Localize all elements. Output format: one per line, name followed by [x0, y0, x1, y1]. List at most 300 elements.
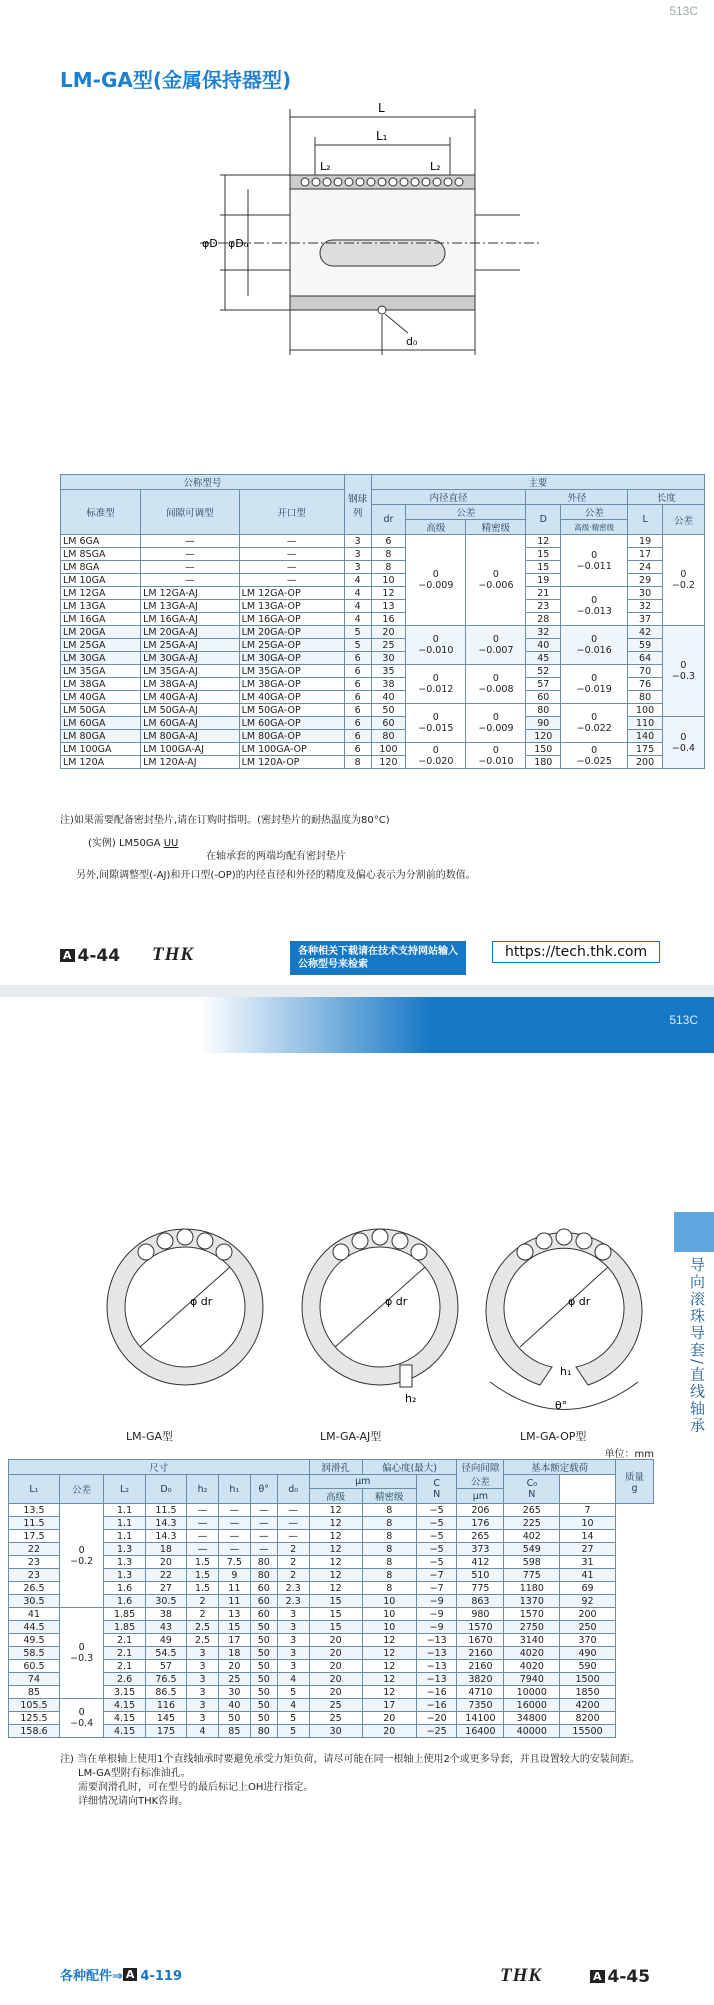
table-cell: 1.85 — [104, 1621, 145, 1634]
table-cell: 7940 — [504, 1673, 560, 1686]
spec-table-2 — [8, 1459, 654, 1738]
fig3-theta-label: θ° — [555, 1399, 568, 1412]
col-C: C N — [416, 1475, 457, 1504]
table-cell: — — [239, 535, 344, 548]
unit-label: 单位：mm — [604, 1449, 654, 1460]
table-cell: 6 — [344, 652, 371, 665]
table-cell: 85 — [218, 1725, 250, 1738]
table-cell: 37 — [628, 613, 663, 626]
table-cell: 0 −0.3 — [662, 626, 704, 717]
table-cell: −5 — [416, 1543, 457, 1556]
table-cell: 2.1 — [104, 1647, 145, 1660]
table-cell: 8 — [371, 561, 406, 574]
table-cell: LM 50GA-AJ — [141, 704, 240, 717]
table-cell: 20 — [309, 1673, 362, 1686]
table-cell: 110 — [628, 717, 663, 730]
table-cell: — — [141, 548, 240, 561]
table-cell: 20 — [309, 1647, 362, 1660]
table-cell: 0 −0.2 — [662, 535, 704, 626]
table-cell: 18 — [145, 1543, 186, 1556]
table-cell: 6 — [371, 535, 406, 548]
table-cell: 12 — [309, 1569, 362, 1582]
cross-section-figures — [90, 1197, 650, 1412]
table-cell: 6 — [344, 665, 371, 678]
table-cell: LM 50GA — [61, 704, 141, 717]
note-seal: 注)如果需要配备密封垫片,请在订购时指明。(密封垫片的耐热温度为80°C) — [60, 815, 390, 826]
fig2-dr-label: φ dr — [385, 1295, 408, 1308]
table-cell: 38 — [371, 678, 406, 691]
table-cell: LM 13GA-AJ — [141, 600, 240, 613]
table-cell: 3 — [277, 1660, 309, 1673]
col-rad: 径向间隙公差 — [457, 1460, 504, 1489]
table-cell: LM 100GA-OP — [239, 743, 344, 756]
table-cell: 21 — [526, 587, 561, 600]
table-cell: 598 — [504, 1556, 560, 1569]
table-cell: LM 80GA-AJ — [141, 730, 240, 743]
table-cell: 175 — [145, 1725, 186, 1738]
table-cell: 5 — [277, 1712, 309, 1725]
table-cell: 4 — [344, 574, 371, 587]
table-cell: LM 30GA — [61, 652, 141, 665]
page-code: 513C — [669, 4, 698, 18]
table-cell: LM 120A — [61, 756, 141, 769]
table-row — [61, 743, 705, 756]
table-cell: 60 — [250, 1608, 277, 1621]
table-cell: 20 — [309, 1634, 362, 1647]
table-cell: 0 −0.009 — [466, 704, 526, 743]
table-cell: 1570 — [504, 1608, 560, 1621]
table-cell: 86.5 — [145, 1686, 186, 1699]
table-cell: — — [187, 1517, 219, 1530]
label-d0: d₀ — [406, 335, 418, 348]
fig2-h2-label: h₂ — [405, 1392, 417, 1405]
table-cell: 50 — [250, 1660, 277, 1673]
table-cell: LM 25GA-OP — [239, 639, 344, 652]
table-cell: 3 — [187, 1673, 219, 1686]
table-cell: 50 — [250, 1699, 277, 1712]
table-cell: −13 — [416, 1660, 457, 1673]
table-cell: 1.85 — [104, 1608, 145, 1621]
footer-accessory-ref[interactable] — [60, 1965, 182, 1984]
table-cell: 3 — [187, 1699, 219, 1712]
table-cell: — — [250, 1504, 277, 1517]
table-cell: 1.1 — [104, 1504, 145, 1517]
col-dr: dr — [371, 505, 406, 535]
table-cell: LM 13GA-OP — [239, 600, 344, 613]
table-cell: 30 — [628, 587, 663, 600]
col-prec: 精密级 — [362, 1489, 416, 1504]
table-cell: 0 −0.019 — [561, 665, 628, 704]
table-cell: LM 13GA — [61, 600, 141, 613]
label-phiD0: φD₀ — [228, 237, 249, 250]
table-cell: — — [218, 1530, 250, 1543]
table-cell: 2 — [277, 1569, 309, 1582]
table-cell: −5 — [416, 1556, 457, 1569]
table-cell: 14100 — [457, 1712, 504, 1725]
table-cell: 25 — [309, 1699, 362, 1712]
table-cell: LM 30GA-AJ — [141, 652, 240, 665]
table-cell: 1.3 — [104, 1556, 145, 1569]
table-cell: 12 — [371, 587, 406, 600]
table-cell: 17 — [218, 1634, 250, 1647]
table-cell: 10 — [560, 1517, 616, 1530]
table-cell: LM 60GA — [61, 717, 141, 730]
table-cell: 50 — [250, 1673, 277, 1686]
table-cell: 4020 — [504, 1660, 560, 1673]
table-cell: — — [250, 1530, 277, 1543]
table-cell: 4 — [344, 587, 371, 600]
table-cell: — — [250, 1517, 277, 1530]
table-cell: −13 — [416, 1634, 457, 1647]
table-row — [9, 1621, 654, 1634]
table-cell: 80 — [371, 730, 406, 743]
spec-table-1 — [60, 474, 705, 769]
table-cell: 370 — [560, 1634, 616, 1647]
table-cell: 8200 — [560, 1712, 616, 1725]
table-row — [9, 1725, 654, 1738]
label-L2-right: L₂ — [430, 160, 441, 173]
table-row — [9, 1530, 654, 1543]
table-cell: — — [239, 574, 344, 587]
table-cell: 22 — [145, 1569, 186, 1582]
table-cell: 5 — [344, 639, 371, 652]
table-cell: 549 — [504, 1543, 560, 1556]
table-cell: LM 120A-OP — [239, 756, 344, 769]
table-cell: 180 — [526, 756, 561, 769]
table-cell: — — [141, 574, 240, 587]
table-cell: 510 — [457, 1569, 504, 1582]
table-cell: 10000 — [504, 1686, 560, 1699]
table-cell: 76 — [628, 678, 663, 691]
col-dims: 尺寸 — [9, 1460, 310, 1475]
table-cell: 775 — [457, 1582, 504, 1595]
table-cell: 8 — [362, 1543, 416, 1556]
table-cell: 17.5 — [9, 1530, 60, 1543]
support-url-link[interactable]: https://tech.thk.com — [492, 941, 660, 963]
support-banner: 各种相关下载请在技术支持网站输入公称型号来检索 — [290, 941, 466, 975]
caption-lm-ga-aj: LM-GA-AJ型 — [320, 1430, 382, 1443]
table-cell: 0 −0.013 — [561, 587, 628, 626]
table-cell: 85 — [9, 1686, 60, 1699]
table-cell: 76.5 — [145, 1673, 186, 1686]
table-cell: 80 — [526, 704, 561, 717]
side-section-title: 导向滚珠导套/直线轴承 — [688, 1257, 706, 1435]
table-cell: 373 — [457, 1543, 504, 1556]
table-cell: 3 — [277, 1634, 309, 1647]
fig1-dr-label: φ dr — [190, 1295, 213, 1308]
col-ecc-unit: μm — [309, 1475, 416, 1489]
table-cell: 4 — [277, 1673, 309, 1686]
table-cell: 35 — [371, 665, 406, 678]
col-aj: 间隙可调型 — [141, 490, 240, 535]
table-cell: 30 — [371, 652, 406, 665]
table-cell: LM 40GA-OP — [239, 691, 344, 704]
table-cell: 11 — [218, 1582, 250, 1595]
table-cell: 69 — [560, 1582, 616, 1595]
table-cell: 1370 — [504, 1595, 560, 1608]
table-row — [9, 1647, 654, 1660]
table-cell: 50 — [250, 1712, 277, 1725]
table-cell: 8 — [362, 1569, 416, 1582]
table-cell: 116 — [145, 1699, 186, 1712]
table-cell: 0 −0.007 — [466, 626, 526, 665]
table-cell: 41 — [560, 1569, 616, 1582]
table-row — [9, 1556, 654, 1569]
table-cell: 10 — [362, 1621, 416, 1634]
table-cell: 1.5 — [187, 1582, 219, 1595]
table-cell: 24 — [628, 561, 663, 574]
table-cell: LM 60GA-OP — [239, 717, 344, 730]
table-cell: 60 — [250, 1582, 277, 1595]
table-cell: 49.5 — [9, 1634, 60, 1647]
footer-badge: A — [590, 1970, 605, 1983]
table-cell: 0 −0.008 — [466, 665, 526, 704]
table-cell: 11 — [218, 1595, 250, 1608]
table-cell: 10 — [362, 1608, 416, 1621]
footer-ref-page: 4-119 — [140, 1969, 182, 1984]
table-cell: 12 — [309, 1530, 362, 1543]
table-cell: 49 — [145, 1634, 186, 1647]
table-row — [9, 1699, 654, 1712]
col-D0: D₀ — [145, 1475, 186, 1504]
table-cell: −7 — [416, 1582, 457, 1595]
table-cell: 4.15 — [104, 1699, 145, 1712]
table-cell: 590 — [560, 1660, 616, 1673]
table-cell: 14 — [560, 1530, 616, 1543]
example-model: (实例) LM50GA — [88, 838, 161, 849]
col-Lc: L — [628, 505, 663, 535]
table-cell: LM 30GA-OP — [239, 652, 344, 665]
table-cell: 3 — [277, 1647, 309, 1660]
note-oh: 需要润滑孔时，可在型号的最后标记上OH进行指定。 — [78, 1782, 314, 1793]
table-row — [61, 587, 705, 600]
col-L2: L₂ — [104, 1475, 145, 1504]
col-outer-tol: 公差 — [561, 505, 628, 520]
table-cell: 2.5 — [187, 1634, 219, 1647]
table-cell: 158.6 — [9, 1725, 60, 1738]
table-cell: 0 −0.011 — [561, 535, 628, 587]
table-cell: 80 — [250, 1556, 277, 1569]
table-row — [9, 1504, 654, 1517]
table-cell: −9 — [416, 1608, 457, 1621]
table-cell: 1180 — [504, 1582, 560, 1595]
table-cell: LM 12GA — [61, 587, 141, 600]
table-cell: 4 — [187, 1725, 219, 1738]
table-cell: −16 — [416, 1686, 457, 1699]
col-h1: h₁ — [218, 1475, 250, 1504]
table-cell: 4 — [277, 1699, 309, 1712]
table-cell: 3 — [187, 1686, 219, 1699]
label-phiD: φD — [202, 237, 218, 250]
table-cell: −25 — [416, 1725, 457, 1738]
table-cell: LM 38GA — [61, 678, 141, 691]
table-cell: LM 8SGA — [61, 548, 141, 561]
table-cell: — — [239, 561, 344, 574]
table-cell: 6 — [344, 730, 371, 743]
table-cell: 0 −0.4 — [59, 1699, 103, 1738]
table-cell: 265 — [504, 1504, 560, 1517]
table-cell: 150 — [526, 743, 561, 756]
table-cell: 17 — [362, 1699, 416, 1712]
col-high: 高级 — [309, 1489, 362, 1504]
table-cell: 1.5 — [187, 1569, 219, 1582]
table-cell: 8 — [362, 1530, 416, 1543]
table-cell: 40000 — [504, 1725, 560, 1738]
table-cell: 105.5 — [9, 1699, 60, 1712]
table-cell: LM 50GA-OP — [239, 704, 344, 717]
table-cell: 50 — [371, 704, 406, 717]
table-cell: 12 — [362, 1634, 416, 1647]
table-cell: 145 — [145, 1712, 186, 1725]
table-cell: LM 12GA-OP — [239, 587, 344, 600]
caption-lm-ga: LM-GA型 — [126, 1430, 174, 1443]
table-cell: 206 — [457, 1504, 504, 1517]
table-cell: 2.1 — [104, 1634, 145, 1647]
thk-logo: THK — [500, 1965, 543, 1986]
table-cell: 12 — [362, 1686, 416, 1699]
fig3-h1-label: h₁ — [560, 1365, 572, 1378]
table-cell: 4 — [344, 600, 371, 613]
note-contact: 详细情况请向THK咨询。 — [78, 1796, 189, 1807]
table-cell: 0 −0.010 — [466, 743, 526, 769]
table-cell: 32 — [526, 626, 561, 639]
table-cell: — — [277, 1530, 309, 1543]
table-cell: 4710 — [457, 1686, 504, 1699]
table-cell: LM 100GA — [61, 743, 141, 756]
col-D: D — [526, 505, 561, 535]
table-row — [9, 1634, 654, 1647]
table-cell: — — [187, 1543, 219, 1556]
table-cell: — — [218, 1543, 250, 1556]
table-cell: 25 — [371, 639, 406, 652]
notes-block — [60, 1753, 660, 1809]
table-cell: 15 — [309, 1621, 362, 1634]
table-row — [9, 1660, 654, 1673]
table-cell: LM 10GA — [61, 574, 141, 587]
table-cell: 57 — [526, 678, 561, 691]
table-cell: 3 — [344, 535, 371, 548]
table-cell: −7 — [416, 1569, 457, 1582]
table-cell: −5 — [416, 1517, 457, 1530]
col-inner-tol: 公差 — [406, 505, 526, 520]
table-cell: 1850 — [560, 1686, 616, 1699]
footer-ref-text: 各种配件⇒ — [60, 1969, 123, 1984]
table-cell: 2750 — [504, 1621, 560, 1634]
table-cell: 2 — [187, 1608, 219, 1621]
table-cell: 2 — [277, 1543, 309, 1556]
table-cell: 412 — [457, 1556, 504, 1569]
label-L: L — [378, 101, 385, 115]
table-cell: 0 −0.015 — [406, 704, 466, 743]
table-cell: 80 — [250, 1725, 277, 1738]
table-cell: 28 — [526, 613, 561, 626]
table-cell: 26.5 — [9, 1582, 60, 1595]
table-cell: 38 — [145, 1608, 186, 1621]
table-cell: 6 — [344, 678, 371, 691]
table-cell: 775 — [504, 1569, 560, 1582]
table-cell: 18 — [218, 1647, 250, 1660]
table-cell: LM 120A-AJ — [141, 756, 240, 769]
table-cell: 44.5 — [9, 1621, 60, 1634]
side-tab — [674, 1212, 714, 1252]
table-cell: 29 — [628, 574, 663, 587]
table-row — [9, 1543, 654, 1556]
table-cell: 50 — [250, 1647, 277, 1660]
table-cell: LM 25GA — [61, 639, 141, 652]
footer-ref-badge: A — [123, 1968, 138, 1981]
label-L1: L₁ — [376, 129, 388, 143]
table-cell: — — [239, 548, 344, 561]
table-cell: −13 — [416, 1673, 457, 1686]
table-cell: 20 — [309, 1660, 362, 1673]
table-cell: 402 — [504, 1530, 560, 1543]
table-cell: 3 — [344, 561, 371, 574]
table-cell: 16000 — [504, 1699, 560, 1712]
table-cell: 1.1 — [104, 1517, 145, 1530]
table-cell: 15 — [309, 1595, 362, 1608]
col-std: 标准型 — [61, 490, 141, 535]
table-cell: 3 — [187, 1647, 219, 1660]
table-cell: LM 80GA — [61, 730, 141, 743]
table-cell: 50 — [218, 1712, 250, 1725]
table-cell: 80 — [250, 1569, 277, 1582]
table-cell: 16400 — [457, 1725, 504, 1738]
table-cell: 250 — [560, 1621, 616, 1634]
table-cell: LM 35GA — [61, 665, 141, 678]
table-cell: 12 — [362, 1647, 416, 1660]
table-cell: 0 −0.016 — [561, 626, 628, 665]
table-cell: 50 — [250, 1621, 277, 1634]
table-cell: 200 — [560, 1608, 616, 1621]
table-cell: 15 — [526, 548, 561, 561]
header-gradient — [200, 997, 714, 1053]
footer-badge: A — [60, 949, 75, 962]
table-cell: 12 — [309, 1582, 362, 1595]
example-desc: 在轴承套的两端均配有密封垫片 — [206, 851, 346, 862]
page-gap — [0, 985, 714, 997]
table-cell: 490 — [560, 1647, 616, 1660]
table-cell: 6 — [344, 717, 371, 730]
table-cell: 74 — [9, 1673, 60, 1686]
page-title: LM-GA型(金属保持器型) — [60, 68, 292, 92]
catalog-page-44 — [0, 0, 714, 985]
table-cell: 2.3 — [277, 1582, 309, 1595]
table-cell: 25 — [218, 1673, 250, 1686]
table-cell: 30.5 — [145, 1595, 186, 1608]
table-cell: 0 −0.009 — [406, 535, 466, 626]
table-cell: 120 — [526, 730, 561, 743]
table-cell: — — [277, 1517, 309, 1530]
table-cell: 20 — [309, 1686, 362, 1699]
col-d0: d₀ — [277, 1475, 309, 1504]
table-cell: 0 −0.025 — [561, 743, 628, 769]
table-cell: 50 — [250, 1686, 277, 1699]
table-cell: 60 — [250, 1595, 277, 1608]
table-cell: 19 — [628, 535, 663, 548]
table-cell: 5 — [277, 1686, 309, 1699]
table-cell: 4.15 — [104, 1712, 145, 1725]
table-cell: 265 — [457, 1530, 504, 1543]
table-cell: 11.5 — [145, 1504, 186, 1517]
col-main: 主要 — [371, 475, 704, 490]
table-cell: −20 — [416, 1712, 457, 1725]
table-cell: 8 — [344, 756, 371, 769]
table-cell: −5 — [416, 1504, 457, 1517]
table-cell: 64 — [628, 652, 663, 665]
table-cell: 140 — [628, 730, 663, 743]
table-cell: −5 — [416, 1530, 457, 1543]
table-cell: 3.15 — [104, 1686, 145, 1699]
